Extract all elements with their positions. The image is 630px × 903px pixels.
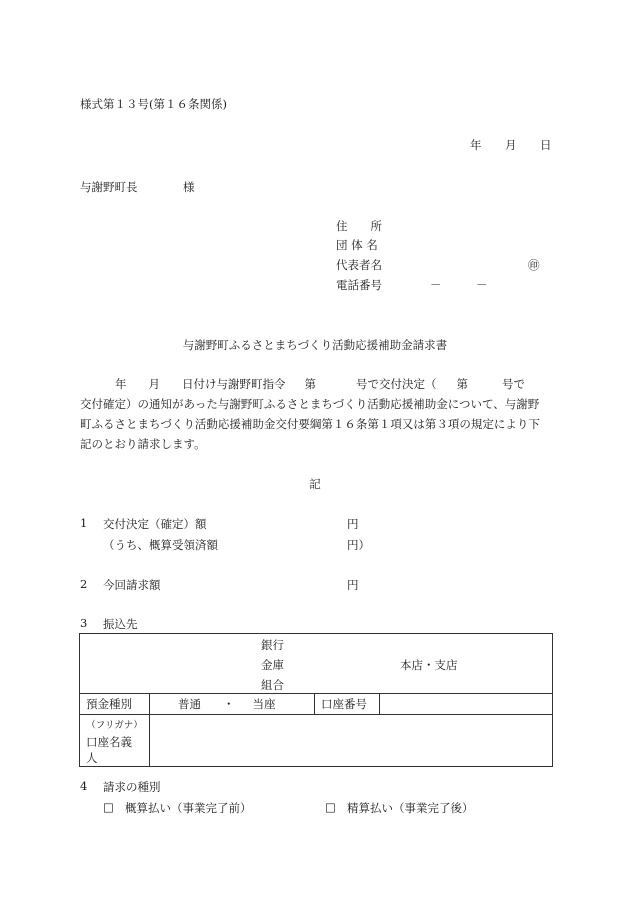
seal-mark: ㊞ bbox=[528, 258, 540, 272]
form-number: 様式第１３号(第１６条関係) bbox=[80, 97, 227, 111]
account-holder-label: 口座名義人 bbox=[80, 734, 150, 767]
item-3-label: 振込先 bbox=[103, 617, 138, 631]
date-month: 月 bbox=[505, 138, 517, 152]
item-2-number: 2 bbox=[80, 577, 88, 591]
account-number-label: 口座番号 bbox=[315, 694, 380, 715]
item-2-label: 今回請求額 bbox=[103, 578, 161, 592]
group-name-label: 団 体 名 bbox=[336, 238, 378, 252]
body-dai-2: 第 bbox=[456, 377, 468, 391]
option-settlement-payment: 精算払い（事業完了後） bbox=[347, 801, 474, 815]
account-number-value bbox=[380, 694, 553, 715]
bank-type-kumiai: 組合 bbox=[261, 678, 284, 692]
bank-name-row bbox=[80, 634, 553, 694]
phone-dash-1: － bbox=[430, 278, 442, 292]
bank-transfer-table bbox=[79, 633, 553, 767]
body-month: 月 bbox=[148, 377, 160, 391]
body-go-1: 号で交付決定（ bbox=[356, 377, 437, 391]
deposit-row bbox=[80, 694, 553, 715]
phone-label: 電話番号 bbox=[336, 278, 382, 292]
body-dai-1: 第 bbox=[304, 377, 316, 391]
furigana-value bbox=[150, 715, 553, 734]
body-line-3: 町ふるさとまちづくり活動応援補助金交付要綱第１６条第１項又は第３項の規定により下 bbox=[80, 417, 540, 431]
date-day: 日 bbox=[540, 138, 552, 152]
body-date-text: 日付け与謝野町指令 bbox=[182, 377, 286, 391]
phone-dash-2: － bbox=[476, 278, 488, 292]
honorific: 様 bbox=[183, 180, 195, 194]
item-1-sub-label: （うち、概算受領済額 bbox=[103, 538, 218, 552]
addressee: 与謝野町長 bbox=[80, 180, 138, 194]
deposit-separator: ・ bbox=[223, 697, 235, 711]
body-line-1 bbox=[80, 374, 550, 394]
deposit-type-options bbox=[150, 694, 315, 715]
account-holder-value bbox=[150, 734, 553, 767]
document-title: 与謝野町ふるさとまちづくり活動応援補助金請求書 bbox=[182, 338, 448, 352]
body-paragraph bbox=[80, 374, 550, 454]
item-1-number: 1 bbox=[80, 516, 88, 530]
body-go-2: 号で bbox=[502, 377, 525, 391]
furigana-label: （フリガナ） bbox=[80, 715, 150, 734]
date-year: 年 bbox=[470, 138, 482, 152]
option-estimated-payment: 概算払い（事業完了前） bbox=[125, 801, 252, 815]
bank-name-cell bbox=[80, 634, 553, 694]
body-year: 年 bbox=[115, 377, 127, 391]
account-holder-row bbox=[80, 734, 553, 767]
item-2-unit: 円 bbox=[347, 578, 359, 592]
item-4-number: 4 bbox=[80, 779, 88, 793]
bank-type-kinko: 金庫 bbox=[261, 658, 284, 672]
bank-type-bank: 銀行 bbox=[261, 638, 284, 652]
deposit-type-label: 預金種別 bbox=[80, 694, 150, 715]
branch-type: 本店・支店 bbox=[400, 658, 458, 672]
item-1-sub-unit: 円） bbox=[347, 538, 370, 552]
item-4-label: 請求の種別 bbox=[103, 780, 161, 794]
deposit-futsu: 普通 bbox=[178, 697, 201, 711]
deposit-touza: 当座 bbox=[252, 697, 276, 711]
item-1-unit: 円 bbox=[347, 517, 359, 531]
body-line-4: 記のとおり請求します。 bbox=[80, 437, 206, 451]
body-line-2: 交付確定）の通知があった与謝野町ふるさとまちづくり活動応援補助金について、与謝野 bbox=[80, 397, 540, 411]
ki-heading: 記 bbox=[309, 477, 321, 491]
checkbox-settlement[interactable]: □ bbox=[325, 800, 336, 814]
item-3-number: 3 bbox=[80, 616, 88, 630]
item-1-label: 交付決定（確定）額 bbox=[103, 517, 207, 531]
furigana-row bbox=[80, 715, 553, 734]
representative-label: 代表者名 bbox=[336, 258, 382, 272]
checkbox-estimated[interactable]: □ bbox=[103, 800, 114, 814]
address-label: 住 所 bbox=[336, 219, 382, 233]
